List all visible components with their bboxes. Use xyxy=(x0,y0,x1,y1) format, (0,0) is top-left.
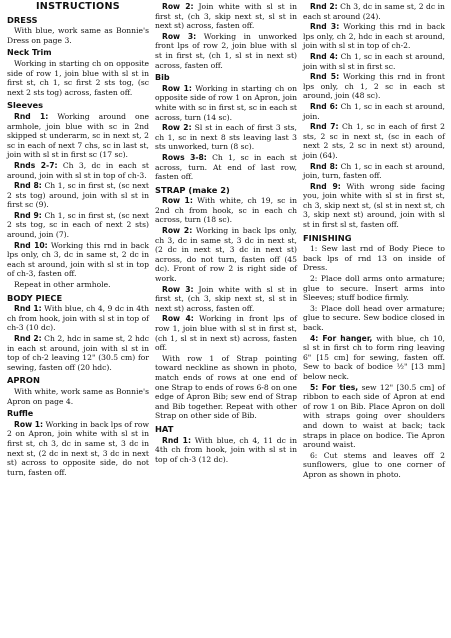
sleeve-rnd-9: Rnd 9: Ch 1, sc in first st, (sc next 2 sts tog, sc in each of next 2 sts) around, join (7). xyxy=(7,210,149,240)
bib-row-1: Row 1: Working in starting ch on opposite side of row 1 on Apron, join white with sc in first st, sc in each st across, turn (14 sc). xyxy=(154,83,297,122)
page-title: INSTRUCTIONS xyxy=(35,2,121,12)
sleeve-rnd-8: Rnd 8: Ch 1, sc in first st, (sc next 2 sts tog) around, join with sl st in first sc (9). xyxy=(7,181,149,210)
finishing-step-2: 2: Place doll arms onto armature; glue to secure. Insert arms into Sleeves; stuff bodice firmly. xyxy=(302,274,445,303)
hat-rnd-4: Rnd 4: Ch 1, sc in each st around, join with sl st in first sc. xyxy=(302,51,445,71)
sleeve-rnds-2-7: Rnds 2-7: Ch 3, dc in each st around, join with sl st in top of ch-3. xyxy=(7,160,149,180)
strap-row-1: Row 1: With white, ch 19, sc in 2nd ch from hook, sc in each ch across, turn (18 sc). xyxy=(154,196,297,225)
ruffle-row-1: Row 1: Working in back lps of row 2 on Apron, join white with sl st in first st, ch 3, dc in same st, 3 dc in next st, (2 dc in next st, 3 dc in next st) across to opposite side, do not turn, fasten off. xyxy=(7,419,149,477)
hat-rnd-3: Rnd 3: Working this rnd in back lps only, ch 2, hdc in each st around, join with sl st in top of ch-2. xyxy=(302,22,445,51)
body-rnd-1: Rnd 1: With blue, ch 4, 9 dc in 4th ch from hook, join with sl st in top of ch-3 (10 dc). xyxy=(7,304,149,333)
finishing-step-1: 1: Sew last rnd of Body Piece to back lps of rnd 13 on inside of Dress. xyxy=(302,244,445,273)
bib-row-2: Row 2: Sl st in each of first 3 sts, ch 1, sc in next 8 sts leaving last 3 sts unworked, turn (8 sc). xyxy=(154,123,297,152)
column-1 xyxy=(4,2,152,638)
hat-rnd-6: Rnd 6: Ch 1, sc in each st around, join. xyxy=(302,101,445,121)
strap-row-4: Row 4: Working in front lps of row 1, join blue with sl st in first st, (ch 1, sl st in next st) across, fasten off. xyxy=(154,314,297,353)
column-3 xyxy=(300,2,448,638)
section-finishing-heading: FINISHING xyxy=(302,232,352,243)
section-dress-heading: DRESS xyxy=(7,14,38,25)
sleeve-rnd-10: Rnd 10: Working this rnd in back lps only, ch 3, dc in same st, 2 dc in each st around, join with sl st in top of ch-3, fasten off. xyxy=(7,240,149,279)
finishing-step-4: 4: For hanger, with blue, ch 10, sl st in first ch to form ring leaving 6" [15 cm] for sewing, fasten off. Sew to back of bodice ½" [13 mm] below neck. xyxy=(302,333,445,381)
ruffle-row-3: Row 3: Working in unworked front lps of row 2, join blue with sl st in first st, (ch 1, sl st in next st) across, fasten off. xyxy=(154,31,297,70)
finishing-step-3: 3: Place doll head over armature; glue to secure. Sew bodice closed in back. xyxy=(302,303,445,332)
ruffle-row-2: Row 2: Join white with sl st in first st, (ch 3, skip next st, sl st in next st) across, fasten off. xyxy=(154,2,297,31)
finishing-step-5: 5: For ties, sew 12" [30.5 cm] of ribbon to each side of Apron at end of row 1 on Bib. Place Apron on doll with straps going over shoulders and down to waist at back; tack straps in place on bodice. Tie Apron around waist. xyxy=(302,382,445,450)
section-strap-heading: STRAP (make 2) xyxy=(154,184,230,195)
hat-rnd-5: Rnd 5: Working this rnd in front lps only, ch 1, 2 sc in each st around, join (48 sc). xyxy=(302,72,445,101)
section-sleeves-heading: Sleeves xyxy=(7,100,44,111)
section-neck-trim-heading: Neck Trim xyxy=(7,48,52,58)
neck-trim-text: Working in starting ch on opposite side of row 1, join blue with sl st in first st, ch 1, sc first 2 sts tog, (sc next 2 sts tog) across, fasten off. xyxy=(7,58,149,97)
strap-row-3: Row 3: Join white with sl st in first st, (ch 3, skip next st, sl st in next st) across, fasten off. xyxy=(154,284,297,313)
dress-text: With blue, work same as Bonnie's Dress on page 3. xyxy=(7,26,149,45)
apron-text: With white, work same as Bonnie's Apron on page 4. xyxy=(7,386,149,406)
section-hat-heading: HAT xyxy=(154,423,174,434)
body-rnd-2: Rnd 2: Ch 2, hdc in same st, 2 hdc in each st around, join with sl st in top of ch-2 leaving 12" (30.5 cm) for sewing, fasten off (20 hdc). xyxy=(7,334,149,372)
hat-rnd-7: Rnd 7: Ch 1, sc in each of first 2 sts, 2 sc in next st, (sc in each of next 2 sts, 2 sc in next st) around, join (64). xyxy=(302,122,445,160)
section-body-piece-heading: BODY PIECE xyxy=(7,292,63,303)
strap-assembly-text: With row 1 of Strap pointing toward neckline as shown in photo, match ends of rows at one end of one Strap to ends of rows 6-8 on one edge of Apron Bib; sew end of Strap and Bib together. Repeat with other Strap on other side of Bib. xyxy=(154,353,297,421)
sleeve-rnd-1: Rnd 1: Working around one armhole, join blue with sc in 2nd skipped st underarm, sc in next st, 2 sc in each of next 7 chs, sc in last st, join with sl st in first sc (17 sc). xyxy=(7,111,149,160)
finishing-step-6: 6: Cut stems and leaves off 2 sunflowers, glue to one corner of Apron as shown in photo. xyxy=(302,450,445,479)
section-ruffle-heading: Ruffle xyxy=(7,409,34,419)
section-apron-heading: APRON xyxy=(7,375,40,386)
hat-rnd-2: Rnd 2: Ch 3, dc in same st, 2 dc in each st around (24). xyxy=(302,2,445,21)
section-bib-heading: Bib xyxy=(154,73,170,83)
bib-rows-3-8: Rows 3-8: Ch 1, sc in each st across, turn. At end of last row, fasten off. xyxy=(154,152,297,182)
hat-rnd-8: Rnd 8: Ch 1, sc in each st around, join, turn, fasten off. xyxy=(302,161,445,181)
hat-rnd-1: Rnd 1: With blue, ch 4, 11 dc in 4th ch from hook, join with sl st in top of ch-3 (12 dc). xyxy=(154,435,297,464)
sleeve-repeat: Repeat in other armhole. xyxy=(14,280,111,290)
column-2 xyxy=(152,2,300,638)
strap-row-2: Row 2: Working in back lps only, ch 3, dc in same st, 3 dc in next st, (2 dc in next st, 3 dc in next st) across, do not turn, fasten off (45 dc). Front of row 2 is right side of work. xyxy=(154,226,297,284)
hat-rnd-9: Rnd 9: With wrong side facing you, join white with sl st in first st, ch 3, skip next st, (sl st in next st, ch 3, skip next st) around, join with sl st in first sl st, fasten off. xyxy=(302,181,445,230)
